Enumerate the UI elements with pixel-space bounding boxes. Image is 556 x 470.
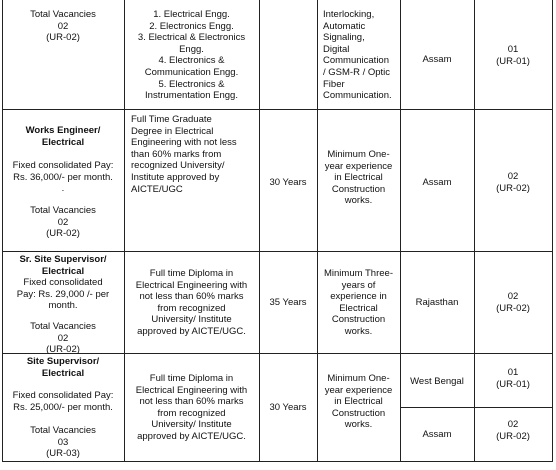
location-vacancy: 01 (UR-01) xyxy=(496,44,530,67)
column-divider xyxy=(400,0,401,462)
post-pay: Fixed consolidated Pay: Rs. 25,000/- per month. xyxy=(12,390,114,413)
table-bottom-border xyxy=(2,461,552,462)
column-divider xyxy=(259,0,260,462)
age-limit: 35 Years xyxy=(269,297,307,308)
location-state: Assam xyxy=(422,429,452,440)
post-pay: Fixed consolidated Pay: Rs. 36,000/- per month. . xyxy=(12,160,114,195)
experience: Interlocking, Automatic Signaling, Digital Communication / GSM-R / Optic Fiber Communication. xyxy=(323,9,392,102)
post-vacancies: Total Vacancies 03 (UR-03) xyxy=(30,425,96,460)
column-divider xyxy=(552,0,553,462)
post-vacancies: Total Vacancies 02 (UR-02) xyxy=(30,321,96,356)
qualification: Full time Diploma in Electrical Engineering with not less than 60% marks from recognized University/ Institute approved by AICTE/UGC. xyxy=(135,268,248,337)
post-title: Sr. Site Supervisor/ Electrical xyxy=(19,254,107,277)
row-divider xyxy=(2,251,552,252)
location-vacancy: 02 (UR-02) xyxy=(496,171,530,194)
qualification: 1. Electrical Engg. 2. Electronics Engg. 3. Electrical & Electronics Engg. 4. Electronics & Communication Engg. 5. Electronics & Instrumentation Engg. xyxy=(137,9,246,102)
row-divider xyxy=(400,407,552,408)
location-state: Assam xyxy=(422,54,452,65)
age-limit: 30 Years xyxy=(269,402,307,413)
qualification: Full Time Graduate Degree in Electrical Engineering with not less than 60% marks from recognized University/ Institute approved by AICTE/UGC xyxy=(131,114,237,195)
location-state: West Bengal xyxy=(410,376,464,387)
experience: Minimum One- year experience in Electrical Construction works. xyxy=(324,149,393,207)
experience: Minimum One- year experience in Electrical Construction works. xyxy=(324,373,393,431)
experience: Minimum Three- years of experience in Electrical Construction works. xyxy=(324,268,393,337)
location-state: Rajasthan xyxy=(415,297,459,308)
location-vacancy: 02 (UR-02) xyxy=(496,291,530,314)
post-title: Site Supervisor/ Electrical xyxy=(26,356,100,379)
age-limit: 30 Years xyxy=(269,177,307,188)
qualification: Full time Diploma in Electrical Engineering with not less than 60% marks from recognized University/ Institute approved by AICTE/UGC. xyxy=(135,373,248,442)
location-state: Assam xyxy=(422,177,452,188)
location-vacancy: 02 (UR-02) xyxy=(496,419,530,442)
row-divider xyxy=(2,109,552,110)
column-divider xyxy=(474,0,475,462)
post-title: Works Engineer/ Electrical xyxy=(25,125,101,148)
post-vacancies: Total Vacancies 02 (UR-02) xyxy=(30,9,96,44)
post-pay: Fixed consolidated Pay: Rs. 29,000 /- per month. xyxy=(16,277,110,312)
post-vacancies: Total Vacancies 02 (UR-02) xyxy=(30,205,96,240)
location-vacancy: 01 (UR-01) xyxy=(496,367,530,390)
